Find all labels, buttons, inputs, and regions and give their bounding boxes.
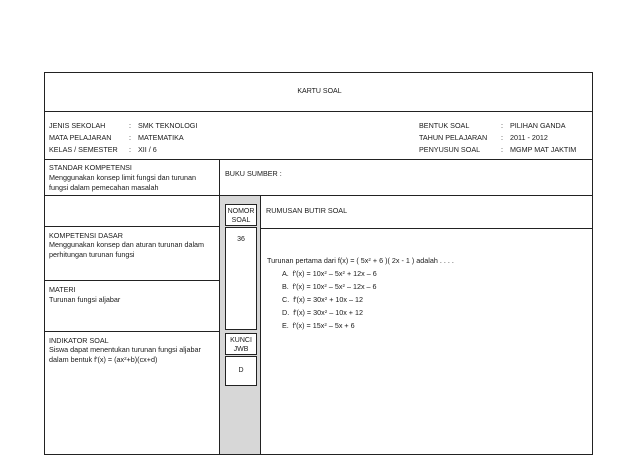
option-a <box>282 269 377 278</box>
option-part: – 5x <box>326 269 343 278</box>
question-sup: 2 <box>368 257 371 262</box>
colon: : <box>129 121 131 130</box>
card-title: KARTU SOAL <box>297 88 342 95</box>
option-part: – 5x <box>326 282 343 291</box>
indikator-text-a: Siswa dapat menentukan turunan fungsi aljabar dalam bentuk f'(x) = (ax <box>49 345 201 364</box>
kompetensi-dasar-text: Menggunakan konsep dan aturan turunan dalam perhitungan turunan fungsi <box>49 240 205 259</box>
option-letter: C. <box>282 295 290 304</box>
mata-pelajaran-label: MATA PELAJARAN <box>49 133 112 142</box>
option-part: f'(x) = 15x <box>292 321 325 330</box>
divider <box>45 195 592 196</box>
mata-pelajaran-value: MATEMATIKA <box>138 133 184 142</box>
divider <box>260 195 261 455</box>
option-part: f'(x) = 10x <box>292 282 325 291</box>
kompetensi-dasar-heading: KOMPETENSI DASAR <box>49 231 123 240</box>
bentuk-soal-label: BENTUK SOAL <box>419 121 470 130</box>
rumusan-butir-soal-heading: RUMUSAN BUTIR SOAL <box>266 206 348 215</box>
option-sup: 2 <box>324 270 327 275</box>
kelas-semester-value: XII / 6 <box>138 145 157 154</box>
option-part: – 12x – 6 <box>344 282 377 291</box>
kunci-jwb-cell <box>225 356 257 386</box>
option-part: f'(x) = 30x <box>293 295 325 304</box>
question-part-b: + 6 )( 2x - 1 ) adalah . . . . <box>370 256 454 265</box>
option-e <box>282 321 355 330</box>
option-c <box>282 295 363 304</box>
kunci-jwb-value: D <box>238 367 244 374</box>
colon: : <box>501 133 503 142</box>
bentuk-soal-value: PILIHAN GANDA <box>510 121 566 130</box>
divider <box>260 228 592 229</box>
option-letter: D. <box>282 308 290 317</box>
kelas-semester-label: KELAS / SEMESTER <box>49 145 118 154</box>
option-letter: A. <box>282 269 289 278</box>
option-letter: B. <box>282 282 289 291</box>
materi-text: Turunan fungsi aljabar <box>49 295 121 304</box>
option-part: – 5x + 6 <box>326 321 355 330</box>
buku-sumber-label: BUKU SUMBER : <box>225 169 282 178</box>
tahun-pelajaran-value: 2011 - 2012 <box>510 133 548 142</box>
option-part: + 12x – 6 <box>344 269 377 278</box>
divider <box>45 111 592 112</box>
colon: : <box>129 145 131 154</box>
option-part: f'(x) = 30x <box>293 308 325 317</box>
question-part-a: Turunan pertama dari f(x) = ( 5x <box>267 256 369 265</box>
colon: : <box>501 121 503 130</box>
indikator-soal-text <box>49 345 217 365</box>
option-sup: 2 <box>324 322 327 327</box>
option-sup: 2 <box>324 309 328 314</box>
divider <box>45 226 219 227</box>
option-part: + 10x – 12 <box>327 295 363 304</box>
tahun-pelajaran-label: TAHUN PELAJARAN <box>419 133 488 142</box>
divider <box>45 159 592 160</box>
jwb-label: JWB <box>233 346 249 353</box>
option-b <box>282 282 377 291</box>
penyusun-soal-label: PENYUSUN SOAL <box>419 145 481 154</box>
question-text <box>267 256 454 265</box>
kartu-soal-card <box>44 72 593 455</box>
option-sup: 2 <box>342 270 345 275</box>
nomor-soal-header <box>225 204 257 226</box>
indikator-soal-heading: INDIKATOR SOAL <box>49 336 109 345</box>
option-d <box>282 308 363 317</box>
materi-heading: MATERI <box>49 285 76 294</box>
nomor-label: NOMOR <box>227 208 255 215</box>
option-sup: 2 <box>324 283 327 288</box>
option-part: f'(x) = 10x <box>292 269 325 278</box>
nomor-soal-cell <box>225 227 257 330</box>
nomor-soal-value: 36 <box>237 236 245 243</box>
option-letter: E. <box>282 321 289 330</box>
option-part: – 10x + 12 <box>327 308 363 317</box>
standar-kompetensi-heading: STANDAR KOMPETENSI <box>49 163 132 172</box>
kunci-jwb-header <box>225 333 257 355</box>
indikator-text-b: +b)(cx+d) <box>126 355 158 364</box>
soal-label: SOAL <box>231 217 251 224</box>
option-sup: 2 <box>324 296 328 301</box>
kunci-label: KUNCI <box>230 337 252 344</box>
jenis-sekolah-value: SMK TEKNOLOGI <box>138 121 198 130</box>
divider <box>45 331 219 332</box>
divider <box>45 280 219 281</box>
colon: : <box>129 133 131 142</box>
colon: : <box>501 145 503 154</box>
penyusun-soal-value: MGMP MAT JAKTIM <box>510 145 577 154</box>
indikator-sup: 2 <box>124 356 127 361</box>
jenis-sekolah-label: JENIS SEKOLAH <box>49 121 106 130</box>
standar-kompetensi-text: Menggunakan konsep limit fungsi dan turunan fungsi dalam pemecahan masalah <box>49 173 197 192</box>
option-sup: 2 <box>342 283 345 288</box>
